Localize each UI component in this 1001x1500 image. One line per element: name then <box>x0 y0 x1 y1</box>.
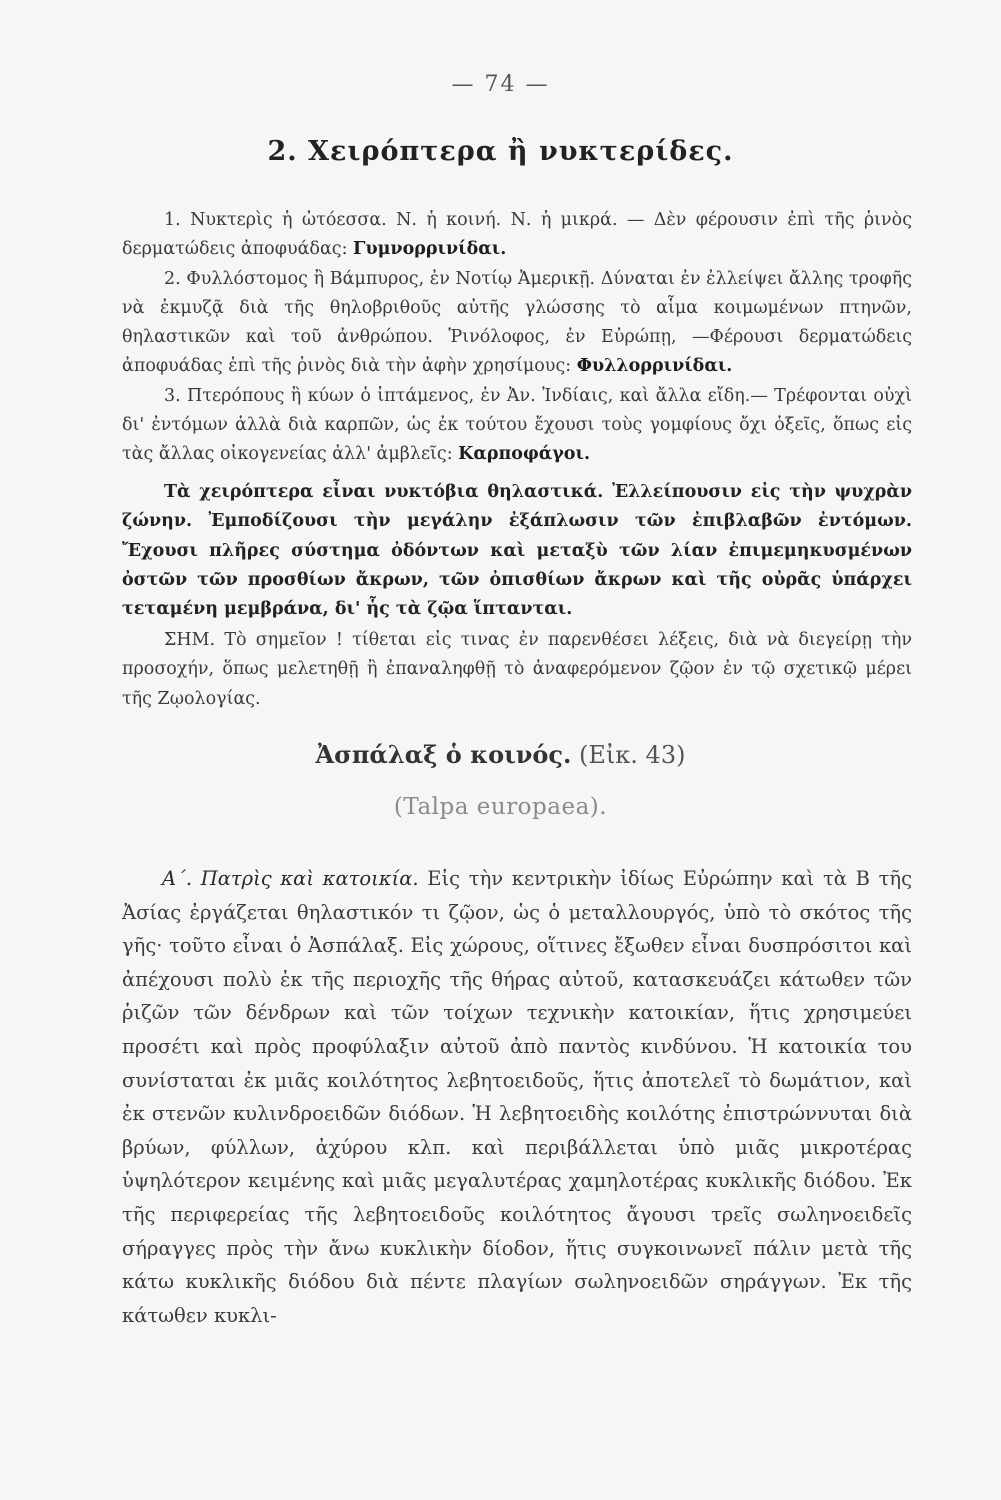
page-number: — 74 — <box>451 72 550 97</box>
species-text: 2. Φυλλόστομος ἢ Βάμπυρος, ἐν Νοτίῳ Ἀμερικῇ. Δύναται ἐν ἐλλείψει ἄλλης τροφῆς νὰ ἐκμυζᾷ διὰ τῆς θηλοβριθοῦς αὐτῆς γλώσσης τὸ αἷμα κοιμωμένων πτηνῶν, θηλαστικῶν καὶ τοῦ ἀνθρώπου. Ῥινόλοφος, ἐν Εὐρώπῃ, —Φέρουσι δερματώδεις ἀποφυάδας ἐπὶ τῆς ῥινὸς διὰ τὴν ἀφὴν χρησίμους: <box>122 268 912 377</box>
body-text <box>122 862 912 1332</box>
species-list <box>122 206 912 470</box>
species-entry-3 <box>122 382 912 470</box>
summary-text: Τὰ χειρόπτερα εἶναι νυκτόβια θηλαστικά. Ἐλλείπουσιν εἰς τὴν ψυχρὰν ζώνην. Ἐμποδίζουσι τὴν μεγάλην ἐξάπλωσιν τῶν ἐπιβλαβῶν ἐντόμων. Ἔχουσι πλῆρες σύστημα ὀδόντων καὶ μεταξὺ τῶν λίαν ἐπιμεμηκυσμένων ὀστῶν τῶν προσθίων ἄκρων, τῶν ὀπισθίων ἄκρων καὶ τῆς οὐρᾶς ὑπάρχει τεταμένη μεμβράνα, δι' ἧς τὰ ζῷα ἵπτανται. <box>122 482 912 620</box>
article-title <box>0 740 1001 769</box>
species-text: 3. Πτερόπους ἢ κύων ὁ ἱπτάμενος, ἐν Ἀν. Ἰνδίαις, καὶ ἄλλα εἴδη.— Τρέφονται οὐχὶ δι' ἐντόμων ἀλλὰ διὰ καρπῶν, ὡς ἐκ τούτου ἔχουσι τοὺς γομφίους ὄχι ὀξεῖς, ὅπως εἰς τὰς ἄλλας οἰκογενείας ἀλλ' ἀμβλεῖς: <box>122 385 912 465</box>
species-group-name: Καρποφάγοι. <box>458 444 591 465</box>
species-entry-1 <box>122 206 912 265</box>
article-title-main: Ἀσπάλαξ ὁ κοινός. <box>315 740 572 769</box>
note-text: ΣΗΜ. Τὸ σημεῖον ! τίθεται εἰς τινας ἐν παρενθέσει λέξεις, διὰ νὰ διεγείρῃ τὴν προσοχήν, ὅπως μελετηθῇ ἢ ἐπαναληφθῇ τὸ ἀναφερόμενον ζῷον ἐν τῷ σχετικῷ μέρει τῆς Ζῳολογίας. <box>122 630 912 709</box>
species-group-name: Γυμνορρινίδαι. <box>353 239 507 260</box>
species-group-name: Φυλλορρινίδαι. <box>576 356 733 377</box>
section-heading: 2. Χειρόπτερα ἢ νυκτερίδες. <box>267 136 734 167</box>
body-subheading: Α΄. Πατρὶς καὶ κατοικία. <box>162 867 419 890</box>
species-text: 1. Νυκτερὶς ἡ ὠτόεσσα. Ν. ἡ κοινή. Ν. ἡ μικρά. — Δὲν φέρουσιν ἐπὶ τῆς ῥινὸς δερματώδεις ἀποφυάδας: <box>122 210 912 260</box>
species-entry-2 <box>122 265 912 382</box>
body-content: Εἰς τὴν κεντρικὴν ἰδίως Εὐρώπην καὶ τὰ Β τῆς Ἀσίας ἐργάζεται θηλαστικόν τι ζῷον, ὡς ὁ μεταλλουργός, ὑπὸ τὸ σκότος τῆς γῆς· τοῦτο εἶναι ὁ Ἀσπάλαξ. Εἰς χώρους, οἵτινες ἔξωθεν εἶναι δυσπρόσιτοι καὶ ἀπέχουσι πολὺ ἐκ τῆς περιοχῆς τῆς θήρας αὐτοῦ, κατασκευάζει κάτωθεν τῶν ῥιζῶν τῶν δένδρων καὶ τῶν τοίχων τεχνικὴν κατοικίαν, ἥτις χρησιμεύει προσέτι καὶ πρὸς προφύλαξιν αὐτοῦ ἀπὸ παντὸς κινδύνου. Ἡ κατοικία του συνίσταται ἐκ μιᾶς κοιλότητος λεβητοειδοῦς, ἥτις ἀποτελεῖ τὸ δωμάτιον, καὶ ἐκ στενῶν κυλινδροειδῶν διόδων. Ἡ λεβητοειδὴς κοιλότης ἐπιστρώννυται διὰ βρύων, φύλλων, ἀχύρου κλπ. καὶ περιβάλλεται ὑπὸ μιᾶς μικροτέρας ὑψηλότερον κειμένης καὶ μιᾶς μεγαλυτέρας χαμηλοτέρας κυκλικῆς διόδου. Ἐκ τῆς περιφερείας τῆς λεβητοειδοῦς κοιλότητος ἄγουσι τρεῖς σωληνοειδεῖς σήραγγες πρὸς τὴν ἄνω κυκλικὴν δίοδον, ἥτις συγκοινωνεῖ πάλιν μετὰ τῆς κάτω κυκλικῆς διόδου διὰ πέντε πλαγίων σωληνοειδῶν σηράγγων. Ἐκ τῆς κάτωθεν κυκλι- <box>122 867 912 1327</box>
latin-name: (Talpa europaea). <box>393 794 608 820</box>
figure-reference: (Εἰκ. 43) <box>579 741 686 769</box>
body-paragraph <box>122 862 912 1332</box>
summary-paragraph <box>122 478 912 624</box>
note-paragraph <box>122 626 912 714</box>
